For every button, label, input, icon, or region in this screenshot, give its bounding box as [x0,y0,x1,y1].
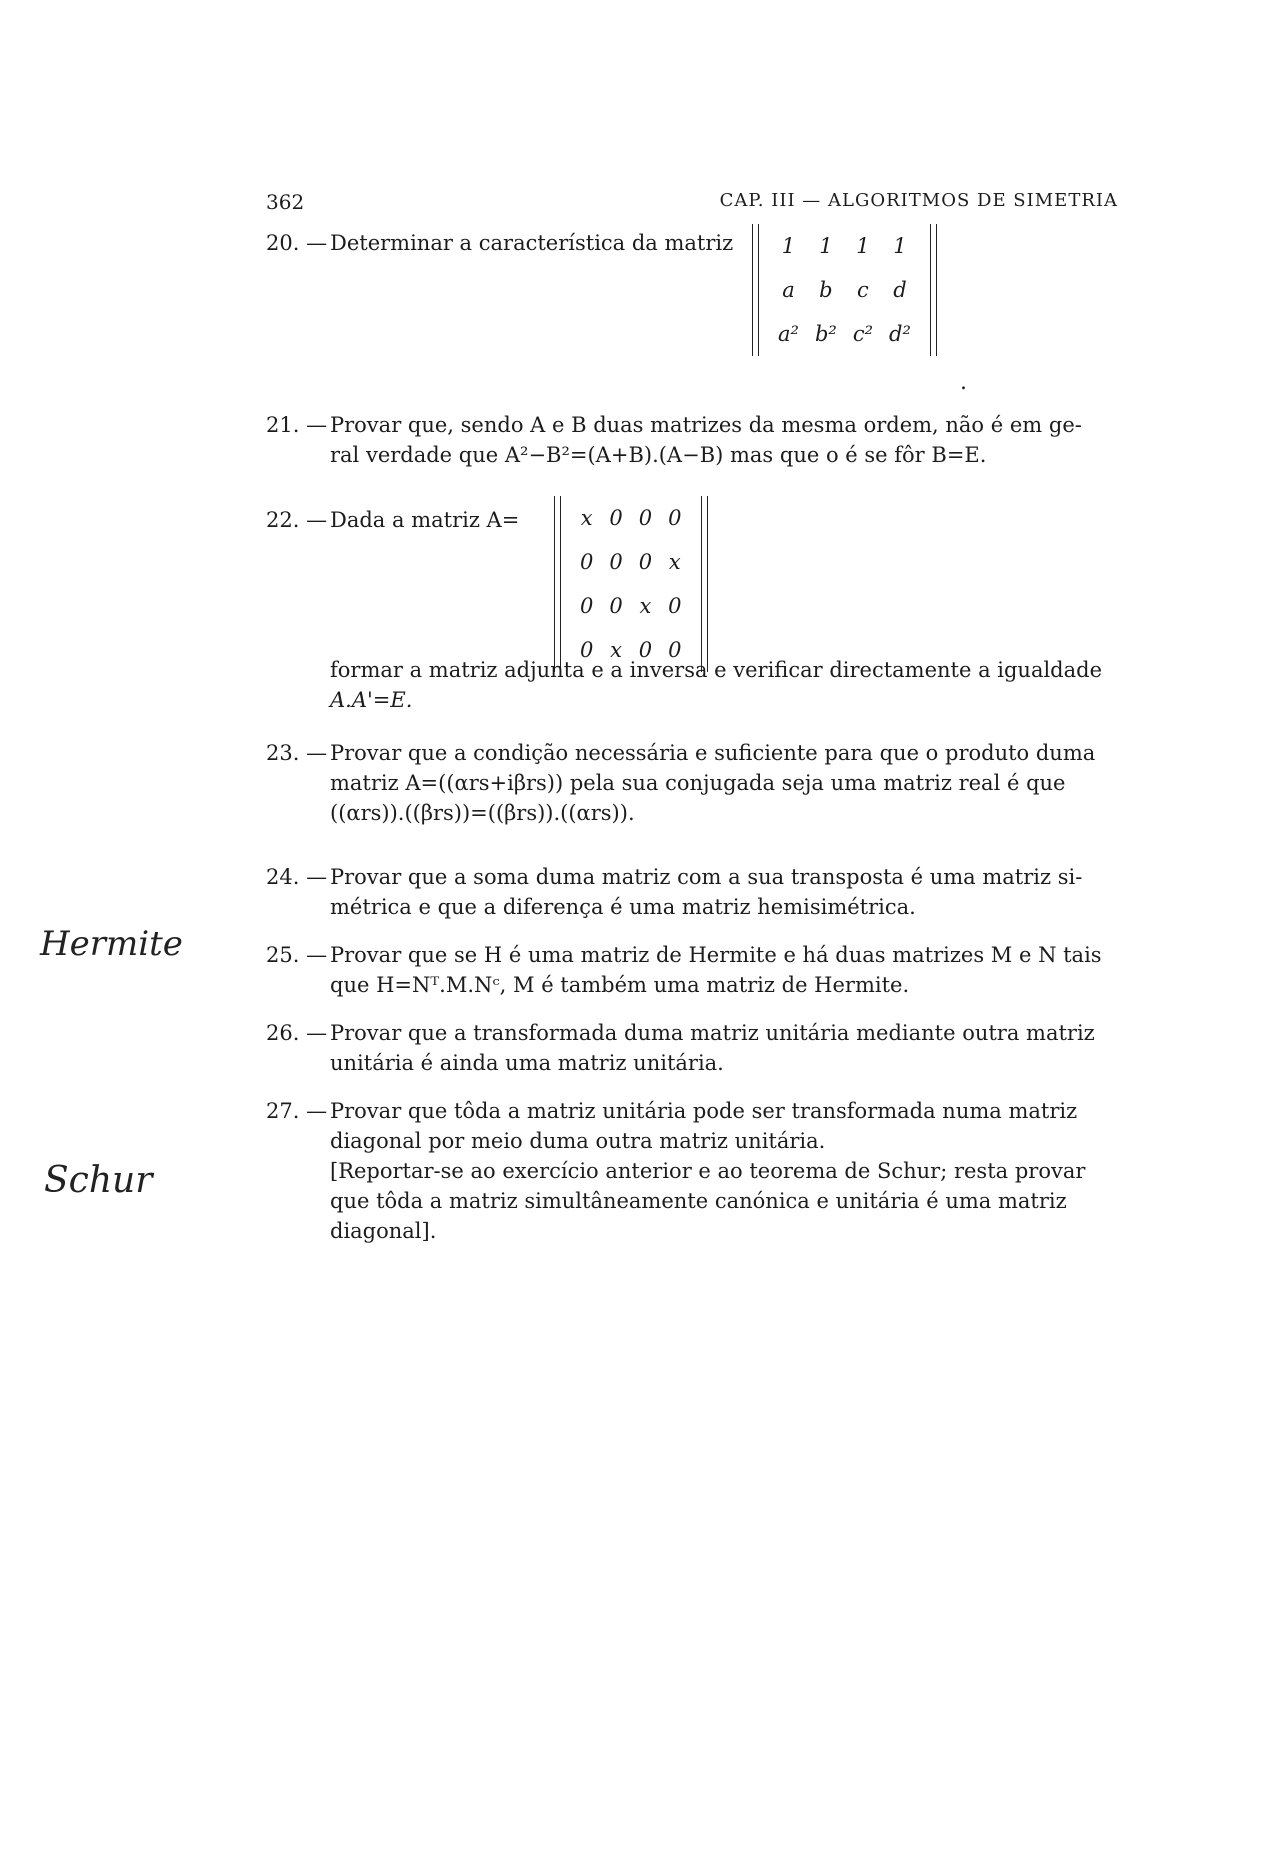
exercise-22-continued [266,655,1120,715]
exercise-formula: ((αrs)).((βrs))=((βrs)).((αrs)). [330,801,635,825]
matrix-cell: 0 [668,594,682,618]
exercise-number: 23. — [266,741,328,765]
exercise-number: 27. — [266,1099,328,1123]
matrix-cell: 1 [856,234,870,258]
exercise-line: Provar que, sendo A e B duas matrizes da mesma ordem, não é em ge- [330,413,1082,437]
exercise-line: Provar que a soma duma matriz com a sua transposta é uma matriz si- [330,865,1083,889]
matrix-cell: 1 [819,234,833,258]
matrix-cell: 0 [638,638,653,662]
exercise-text: Determinar a característica da matriz [330,231,734,255]
matrix-grid [572,496,690,672]
exercise-line: ral verdade que A²−B²=(A+B).(A−B) mas que o é se fôr B=E. [330,443,987,467]
matrix-cell: 1 [781,234,796,258]
matrix-cell: a [782,278,795,302]
matrix-end-period: . [960,370,967,395]
matrix-cell: 0 [580,638,594,662]
matrix-cell: d [893,278,907,302]
exercise-line: matriz A=((αrs+iβrs)) pela sua conjugada seja uma matriz real é que [330,771,1066,795]
adjoint-matrix [554,496,708,672]
matrix-right-bracket [930,224,937,356]
exercise-24 [266,862,1120,922]
exercise-line: Provar que a transformada duma matriz unitária mediante outra matriz [330,1021,1095,1045]
matrix-right-bracket [701,496,708,672]
matrix-cell: 0 [668,638,682,662]
matrix-cell: x [580,506,593,530]
matrix-grid [770,224,919,356]
matrix-cell: 0 [609,594,623,618]
exercise-line: diagonal por meio duma outra matriz unitária. [330,1129,826,1153]
handwritten-note-hermite: Hermite [40,924,183,964]
exercise-text: Dada a matriz A= [330,508,520,532]
exercise-number: 24. — [266,865,328,889]
matrix-cell: 0 [609,550,623,574]
exercise-formula: A.A'=E. [330,688,413,712]
exercise-line: que tôda a matriz simultâneamente canónica e unitária é uma matriz [330,1189,1067,1213]
matrix-cell: c² [852,322,874,346]
matrix-cell: d² [889,322,911,346]
matrix-cell: x [668,550,681,574]
exercise-number: 25. — [266,943,328,967]
exercise-23 [266,738,1120,828]
matrix-left-bracket [752,224,759,356]
exercise-line: que H=Nᵀ.M.Nᶜ, M é também uma matriz de Hermite. [330,973,910,997]
matrix-cell: c [857,278,869,302]
matrix-cell: x [610,638,622,662]
page-number: 362 [266,190,305,214]
exercise-number: 22. — [266,508,328,532]
matrix-cell: 0 [638,550,653,574]
matrix-cell: 0 [609,506,623,530]
matrix-cell: b [819,278,833,302]
matrix-cell: 0 [668,506,682,530]
matrix-cell: 1 [893,234,907,258]
exercise-line: [Reportar-se ao exercício anterior e ao teorema de Schur; resta provar [330,1159,1086,1183]
exercise-26 [266,1018,1120,1078]
exercise-line: formar a matriz adjunta e a inversa e verificar directamente a igualdade [330,658,1103,682]
exercise-line: Provar que a condição necessária e suficiente para que o produto duma [330,741,1096,765]
matrix-cell: a² [778,322,799,346]
exercise-21 [266,410,1120,470]
characteristic-matrix [752,224,937,356]
matrix-cell: b² [814,322,837,346]
matrix-left-bracket [554,496,561,672]
exercise-line: diagonal]. [330,1219,437,1243]
matrix-cell: x [639,594,652,618]
matrix-cell: 0 [638,506,653,530]
exercise-25 [266,940,1120,1000]
exercise-line: unitária é ainda uma matriz unitária. [330,1051,724,1075]
exercise-number: 26. — [266,1021,328,1045]
handwritten-note-schur: Schur [44,1160,153,1201]
exercise-line: Provar que se H é uma matriz de Hermite e há duas matrizes M e N tais [330,943,1102,967]
exercise-27 [266,1096,1120,1246]
exercise-number: 21. — [266,413,328,437]
matrix-cell: 0 [580,594,594,618]
exercise-number: 20. — [266,231,328,255]
exercise-line: métrica e que a diferença é uma matriz hemisimétrica. [330,895,916,919]
matrix-cell: 0 [580,550,594,574]
exercise-20 [266,228,1120,258]
running-title: CAP. III — ALGORITMOS DE SIMETRIA [719,190,1118,211]
exercise-line: Provar que tôda a matriz unitária pode ser transformada numa matriz [330,1099,1078,1123]
